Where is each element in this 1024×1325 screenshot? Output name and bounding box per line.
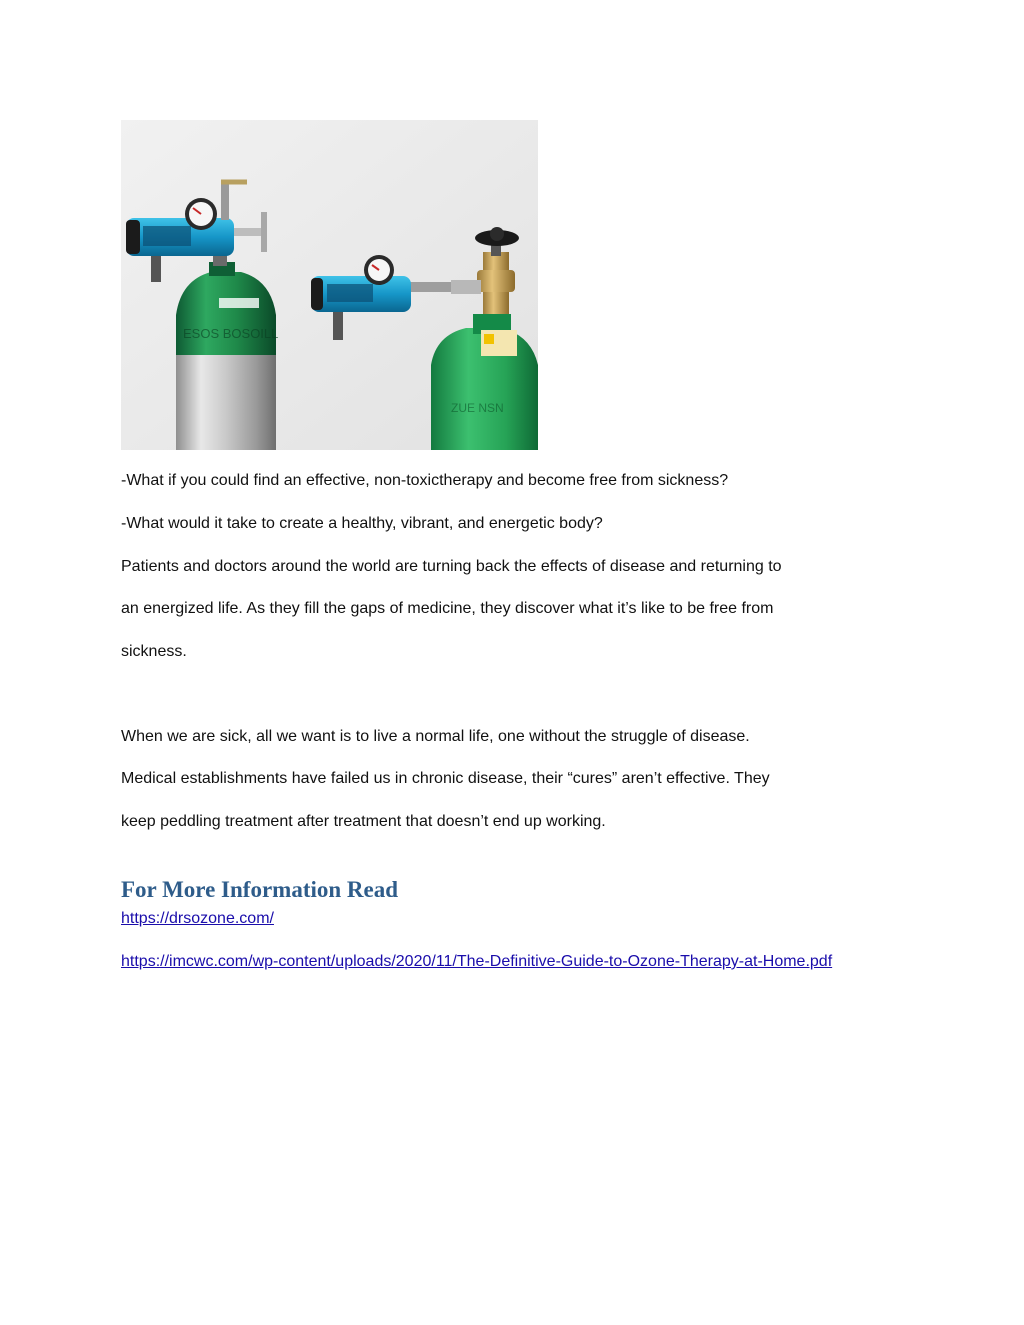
more-info-heading: For More Information Read (121, 877, 399, 902)
paragraph1-line-2: an energized life. As they fill the gaps of medicine, they discover what it’s like to be free from (121, 600, 774, 617)
paragraph2-line-3: keep peddling treatment after treatment that doesn’t end up working. (121, 813, 606, 830)
cylinders-photo (121, 120, 538, 450)
paragraph1-line-1: Patients and doctors around the world are turning back the effects of disease and returning to (121, 558, 782, 575)
paragraph2-line-1: When we are sick, all we want is to live a normal life, one without the struggle of disease. (121, 728, 750, 745)
link-drsozone[interactable]: https://drsozone.com/ (121, 910, 274, 927)
question-line-2: -What would it take to create a healthy, vibrant, and energetic body? (121, 515, 603, 532)
paragraph1-line-3: sickness. (121, 643, 187, 660)
paragraph2-line-2: Medical establishments have failed us in chronic disease, their “cures” aren’t effective. They (121, 770, 770, 787)
question-line-1: -What if you could find an effective, non-toxictherapy and become free from sickness? (121, 472, 729, 489)
svg-text:ESOS BOSOILL: ESOS BOSOILL (183, 326, 279, 341)
link-ozone-guide-pdf[interactable]: https://imcwc.com/wp-content/uploads/2020/11/The-Definitive-Guide-to-Ozone-Therapy-at-Home.pdf (121, 953, 833, 970)
svg-text:ZUE NSN: ZUE NSN (451, 401, 504, 415)
